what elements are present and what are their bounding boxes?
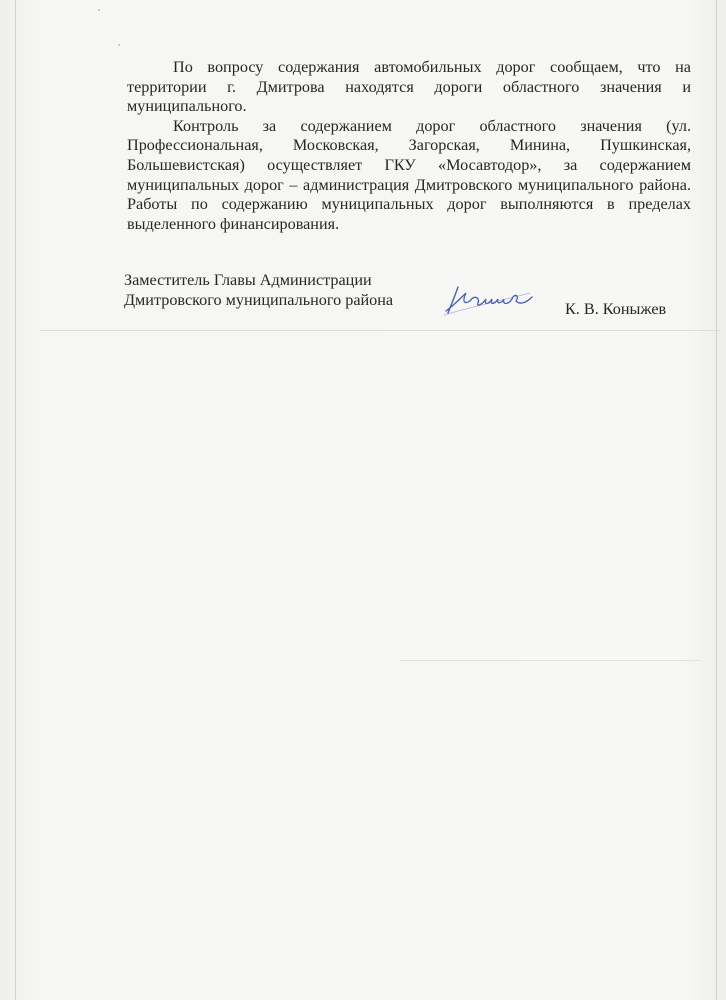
scan-artifact-line: [40, 330, 720, 331]
letter-body: [127, 58, 691, 234]
letter-paragraph-1: По вопросу содержания автомобильных дорог сообщаем, что на территории г. Дмитрова находятся дороги областного значения и муниципального.: [127, 58, 691, 116]
signatory-position: [124, 271, 393, 310]
signatory-position-line-2: Дмитровского муниципального района: [124, 290, 394, 309]
scan-artifact-line: [400, 660, 700, 661]
letter-paragraph-2: Контроль за содержанием дорог областного значения (ул. Профессиональная, Московская, Загорская, Минина, Пушкинская, Большевистская) осуществляет ГКУ «Мосавтодор», за содержанием муниципальных дорог – администрация Дмитровского муниципального района. Работы по содержанию муниципальных дорог выполняются в пределах выделенного финансирования.: [127, 116, 691, 233]
signatory-position-line-1: Заместитель Главы Администрации: [124, 271, 372, 289]
scan-edge-left: [15, 0, 16, 1000]
scan-edge-right: [716, 0, 717, 1000]
signatory-name: К. В. Коныжев: [565, 300, 667, 318]
scan-speck: [98, 9, 100, 11]
scan-speck: [118, 44, 120, 46]
handwritten-signature: [440, 283, 536, 323]
